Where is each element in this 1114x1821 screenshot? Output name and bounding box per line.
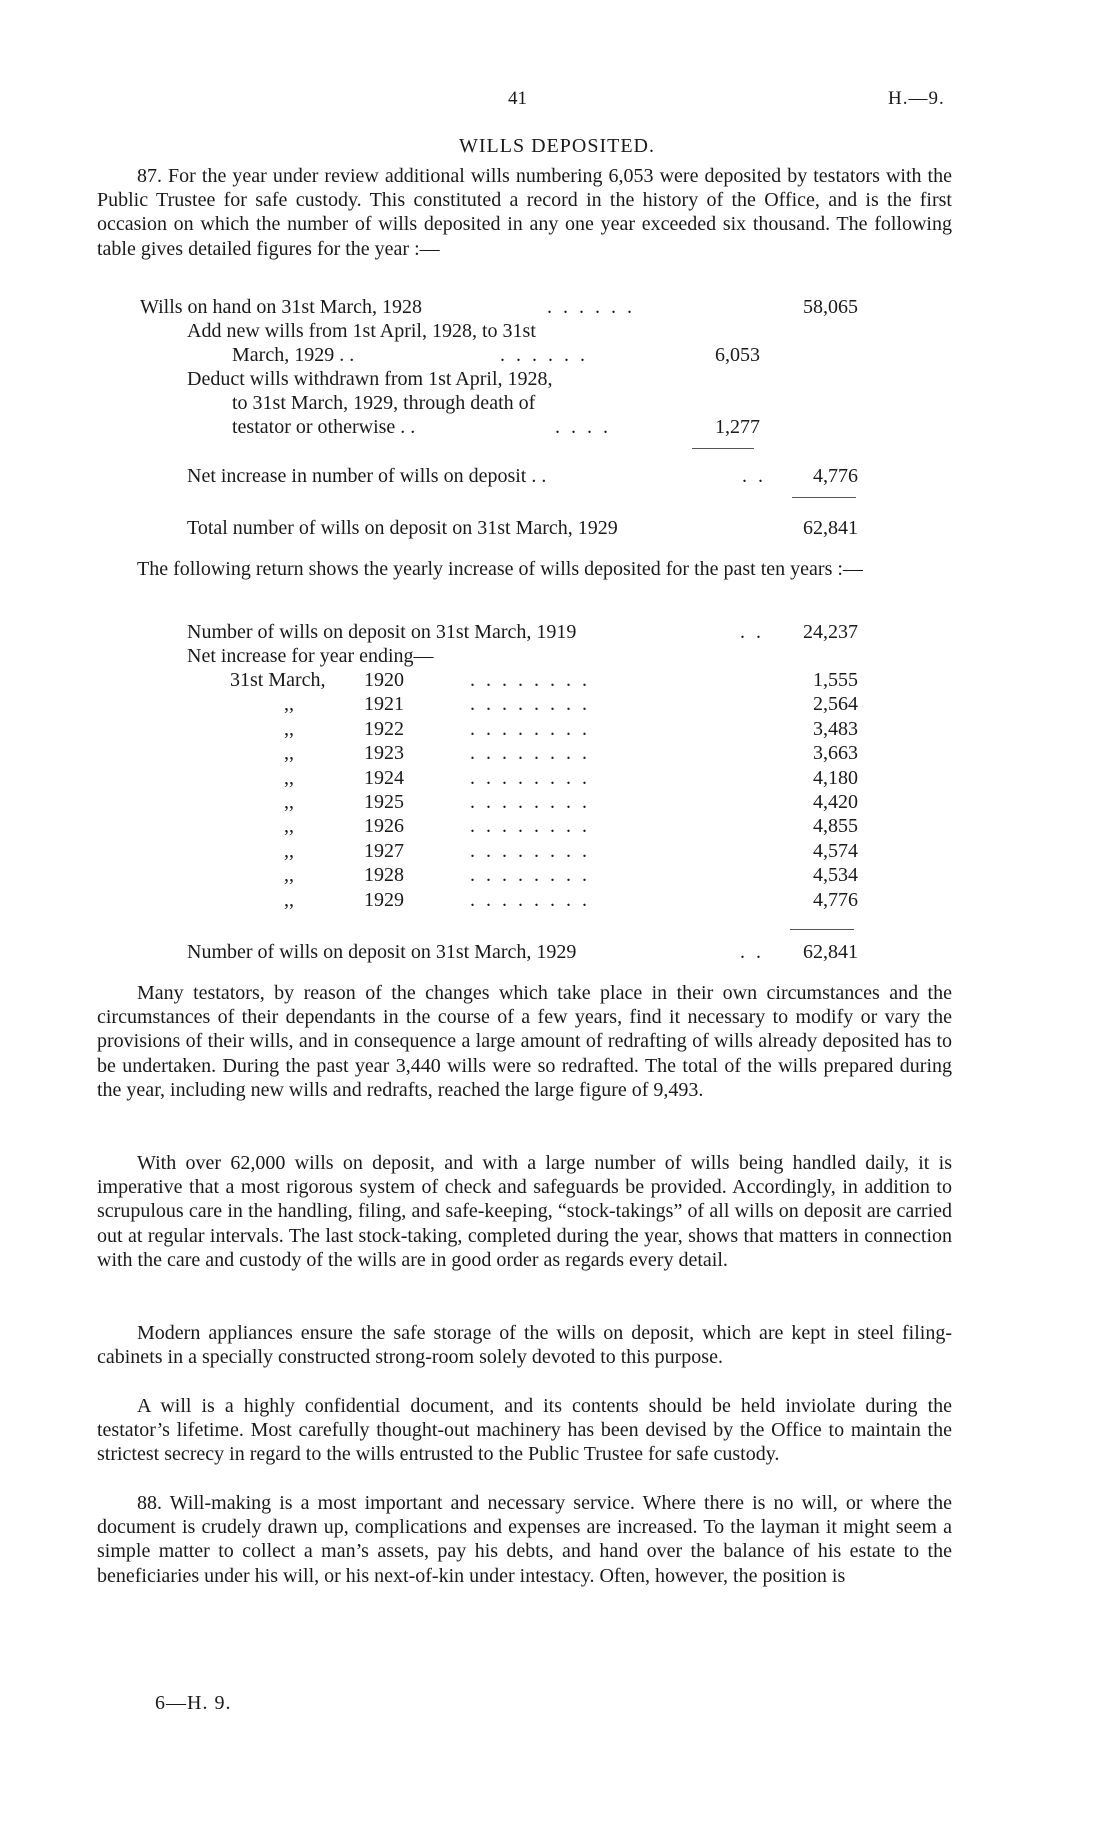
- intro-paragraph: 87. For the year under review additional wills numbering 6,053 were deposited by testators with the Public Trustee for safe custody. This constituted a record in the history of the Office, and is the first occasion on which the number of wills deposited in any one year exceeded six thousand. The following table gives detailed figures for the year :—: [97, 165, 952, 260]
- row-value: 2,564: [813, 693, 858, 716]
- page-reference: H.—9.: [888, 88, 945, 109]
- row-leader-dots: . . . . . . . .: [470, 766, 590, 789]
- row-value: 4,855: [813, 815, 858, 838]
- row-leader-dots: . . . . . . . .: [470, 693, 590, 716]
- row-leader-dots: . . . . . . . .: [470, 888, 590, 911]
- row-value: 1,555: [813, 669, 858, 691]
- on-hand-dots: . . . . . .: [547, 296, 635, 318]
- row-ditto-mark: ,,: [284, 693, 294, 716]
- safeguards-paragraph: With over 62,000 wills on deposit, and with a large number of wills being handled daily, it is imperative that a most rigorous system of check and safeguards be provided. Accordingly, in addition to scrupulous care in the handling, filing, and safe-keeping, “stock-takings” of all wills on deposit are carried out at regular intervals. The last stock-taking, completed during the year, shows that matters in connection with the care and custody of the wills are in good order as regards every detail.: [97, 1152, 952, 1271]
- total-label: Total number of wills on deposit on 31st March, 1929: [187, 517, 618, 539]
- row-value: 4,534: [813, 864, 858, 887]
- row-ditto-mark: ,,: [284, 815, 294, 838]
- row-year: 1922: [364, 717, 404, 740]
- row-leader-dots: . . . . . . . .: [470, 815, 590, 838]
- row-year: 1927: [364, 839, 404, 862]
- on-hand-value: 58,065: [803, 296, 858, 318]
- add-value: 6,053: [715, 344, 760, 366]
- row-leader-dots: . . . . . . . .: [470, 864, 590, 887]
- row-leader-dots: . . . . . . . .: [470, 742, 590, 765]
- end-dots: . .: [740, 941, 764, 963]
- row-year: 1925: [364, 791, 404, 813]
- net-increase-value: 4,776: [813, 465, 858, 487]
- row-leader-dots: . . . . . . . .: [470, 669, 590, 691]
- row-leader-dots: . . . . . . . .: [470, 717, 590, 740]
- return-paragraph: The following return shows the yearly increase of wills deposited for the past ten years :—: [137, 558, 863, 580]
- page-number: 41: [508, 88, 527, 109]
- row-value: 4,574: [813, 839, 858, 862]
- row-year: 1921: [364, 693, 404, 716]
- footer-signature: 6—H. 9.: [155, 1692, 232, 1714]
- row-year: 1920: [364, 669, 404, 691]
- end-value: 62,841: [803, 941, 858, 963]
- row-leader-dots: . . . . . . . .: [470, 791, 590, 813]
- row-ditto-mark: ,,: [284, 717, 294, 740]
- row-ditto-mark: ,,: [284, 864, 294, 887]
- row-value: 3,663: [813, 742, 858, 765]
- deduct-value: 1,277: [715, 416, 760, 438]
- row-ditto-mark: ,,: [284, 766, 294, 789]
- on-hand-label: Wills on hand on 31st March, 1928: [140, 296, 422, 318]
- end-label: Number of wills on deposit on 31st March, 1929: [187, 941, 577, 963]
- deduct-label-line3: testator or otherwise . .: [232, 416, 416, 438]
- row-leader-dots: . . . . . . . .: [470, 839, 590, 862]
- row-value: 3,483: [813, 717, 858, 740]
- appliances-paragraph: Modern appliances ensure the safe storage of the wills on deposit, which are kept in steel filing-cabinets in a specially constructed strong-room solely devoted to this purpose.: [97, 1322, 952, 1369]
- row-year: 1926: [364, 815, 404, 838]
- row-year: 1928: [364, 864, 404, 887]
- row-year: 1929: [364, 888, 404, 911]
- total-rule: [792, 497, 856, 498]
- row-ditto-mark: ,,: [284, 742, 294, 765]
- section-88-paragraph: 88. Will-making is a most important and necessary service. Where there is no will, or where the document is crudely drawn up, complications and expenses are increased. To the layman it might seem a simple matter to collect a man’s assets, pay his debts, and hand over the balance of his estate to the beneficiaries under his will, or his next-of-kin under intestacy. Often, however, the position is: [97, 1492, 952, 1587]
- redraft-paragraph: Many testators, by reason of the changes which take place in their own circumstances and the circumstances of their dependants in the course of a few years, find it necessary to modify or vary the provisions of their wills, and in consequence a large amount of redrafting of wills already deposited has to be undertaken. During the past year 3,440 wills were so redrafted. The total of the wills prepared during the year, including new wills and redrafts, reached the large figure of 9,493.: [97, 982, 952, 1101]
- net-increase-heading: Net increase for year ending—: [187, 645, 434, 667]
- row-value: 4,180: [813, 766, 858, 789]
- row-date-prefix: 31st March,: [230, 669, 326, 691]
- start-dots: . .: [740, 621, 764, 643]
- deduct-label-line2: to 31st March, 1929, through death of: [232, 392, 536, 414]
- row-value: 4,420: [813, 791, 858, 813]
- add-dots: . . . . . .: [500, 344, 588, 366]
- row-year: 1923: [364, 742, 404, 765]
- row-ditto-mark: ,,: [284, 839, 294, 862]
- row-value: 4,776: [813, 888, 858, 911]
- net-increase-dots: . .: [742, 465, 766, 487]
- deduct-dots: . . . .: [555, 416, 611, 438]
- total-value: 62,841: [803, 517, 858, 539]
- row-ditto-mark: ,,: [284, 888, 294, 911]
- row-year: 1924: [364, 766, 404, 789]
- final-rule: [790, 929, 854, 930]
- section-title: WILLS DEPOSITED.: [459, 135, 655, 157]
- confidential-paragraph: A will is a highly confidential document, and its contents should be held inviolate during the testator’s lifetime. Most carefully thought-out machinery has been devised by the Office to maintain the strictest secrecy in regard to the wills entrusted to the Public Trustee for safe custody.: [97, 1395, 952, 1466]
- subtotal-rule: [692, 448, 754, 449]
- start-value: 24,237: [803, 621, 858, 643]
- deduct-label-line1: Deduct wills withdrawn from 1st April, 1928,: [187, 368, 553, 390]
- add-label-line2: March, 1929 . .: [232, 344, 355, 366]
- start-label: Number of wills on deposit on 31st March, 1919: [187, 621, 577, 643]
- net-increase-label: Net increase in number of wills on deposit . .: [187, 465, 547, 487]
- add-label-line1: Add new wills from 1st April, 1928, to 31st: [187, 320, 536, 342]
- row-ditto-mark: ,,: [284, 791, 294, 813]
